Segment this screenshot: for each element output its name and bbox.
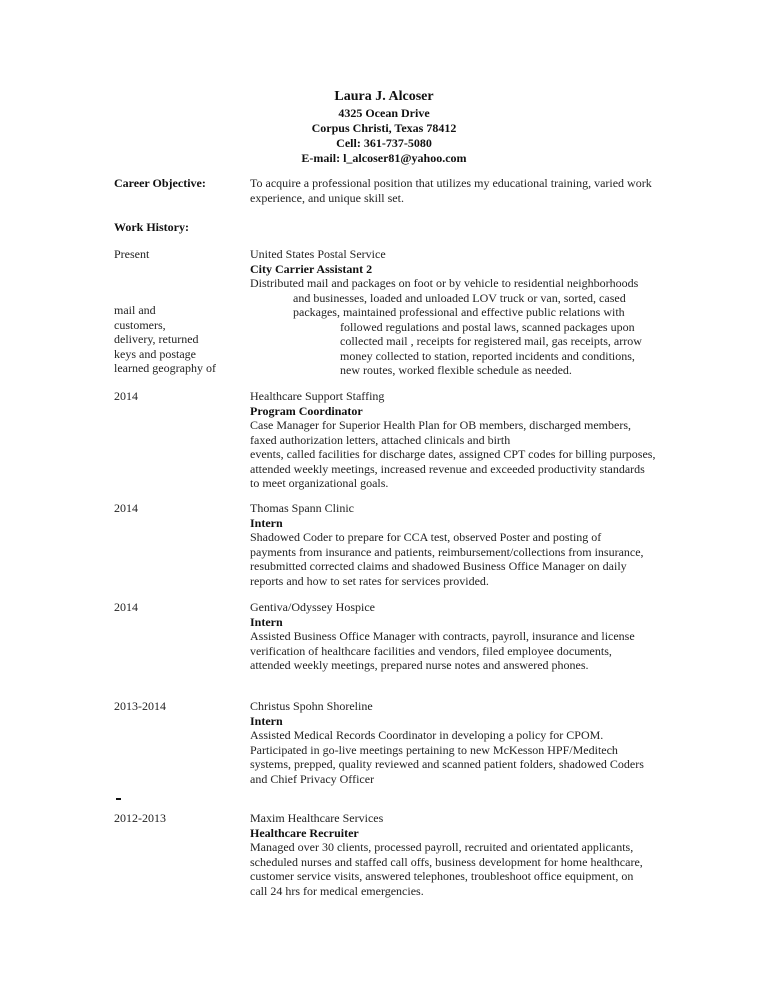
job-description-line: money collected to station, reported incidents and conditions, <box>340 348 635 363</box>
job-description-line: customer service visits, answered telephones, troubleshoot office equipment, on <box>250 869 634 883</box>
job-description-line: Managed over 30 clients, processed payroll, recruited and orientated applicants, <box>250 840 634 854</box>
job-entry <box>250 247 660 378</box>
job-description-line: to meet organizational goals. <box>250 476 389 490</box>
job-entry <box>250 600 660 673</box>
job-date: Present <box>114 247 150 261</box>
email-address: E-mail: l_alcoser81@yahoo.com <box>301 151 467 165</box>
job-description-line: packages, maintained professional and effective public relations with <box>293 305 625 319</box>
career-objective-text <box>250 176 660 205</box>
side-note: keys and postage <box>114 346 196 361</box>
employer-name: Christus Spohn Shoreline <box>250 699 373 713</box>
contact-header <box>0 88 768 166</box>
objective-line: To acquire a professional position that utilizes my educational training, varied work <box>250 176 652 190</box>
employer-name: Maxim Healthcare Services <box>250 811 384 825</box>
job-description-line: Distributed mail and packages on foot or by vehicle to residential neighborhoods <box>250 276 639 290</box>
street-address: 4325 Ocean Drive <box>338 106 430 120</box>
job-description-line: payments from insurance and patients, reimbursement/collections from insurance, <box>250 544 644 559</box>
job-description-line: new routes, worked flexible schedule as needed. <box>340 363 572 377</box>
job-date: 2014 <box>114 389 138 403</box>
job-description-line: Participated in go-live meetings pertaining to new McKesson HPF/Meditech <box>250 742 618 757</box>
job-description-line: Case Manager for Superior Health Plan for OB members, discharged members, <box>250 418 632 432</box>
job-title: Healthcare Recruiter <box>250 825 359 840</box>
employer-name: Healthcare Support Staffing <box>250 389 385 403</box>
city-state-zip: Corpus Christi, Texas 78412 <box>311 121 457 135</box>
job-title: Program Coordinator <box>250 403 363 418</box>
side-note: customers, <box>114 317 166 332</box>
career-objective-label: Career Objective: <box>114 176 206 190</box>
job-description-line: followed regulations and postal laws, scanned packages upon <box>340 319 635 334</box>
job-description-line: Assisted Business Office Manager with contracts, payroll, insurance and license <box>250 629 635 643</box>
employer-name: Thomas Spann Clinic <box>250 501 354 515</box>
job-description-line: reports and how to set rates for services provided. <box>250 573 489 588</box>
job-side-notes <box>114 303 244 376</box>
job-description-line: collected mail , receipts for registered mail, gas receipts, arrow <box>340 334 642 348</box>
job-date: 2014 <box>114 501 138 515</box>
job-description-line: verification of healthcare facilities and vendors, filed employee documents, <box>250 643 612 658</box>
job-description-line: call 24 hrs for medical emergencies. <box>250 883 424 898</box>
job-description-line: scheduled nurses and staffed call offs, business development for home healthcare, <box>250 854 643 869</box>
side-note: mail and <box>114 303 156 317</box>
stray-dash-mark <box>116 798 121 800</box>
applicant-name: Laura J. Alcoser <box>334 89 434 104</box>
side-note: delivery, returned <box>114 332 199 346</box>
employer-name: United States Postal Service <box>250 247 386 261</box>
job-entry <box>250 501 660 588</box>
job-description-line: Shadowed Coder to prepare for CCA test, observed Poster and posting of <box>250 530 602 544</box>
employer-name: Gentiva/Odyssey Hospice <box>250 600 375 614</box>
objective-line: experience, and unique skill set. <box>250 190 404 205</box>
job-date: 2014 <box>114 600 138 614</box>
job-entry <box>250 699 660 786</box>
job-title: City Carrier Assistant 2 <box>250 261 373 276</box>
job-description-line: Assisted Medical Records Coordinator in developing a policy for CPOM. <box>250 728 604 742</box>
job-description-line: faxed authorization letters, attached clinicals and birth <box>250 432 511 447</box>
job-description-line: events, called facilities for discharge dates, assigned CPT codes for billing purposes, <box>250 447 656 461</box>
job-description-line: and businesses, loaded and unloaded LOV truck or van, sorted, cased <box>293 290 626 305</box>
job-description-line: attended weekly meetings, increased revenue and exceeded productivity standards <box>250 461 645 476</box>
cell-phone: Cell: 361-737-5080 <box>336 136 432 150</box>
job-description-line: and Chief Privacy Officer <box>250 771 375 786</box>
job-title: Intern <box>250 614 283 629</box>
job-entry <box>250 811 660 898</box>
side-note: learned geography of <box>114 361 216 375</box>
job-description-line: systems, prepped, quality reviewed and scanned patient folders, shadowed Coders <box>250 757 644 771</box>
job-description-line: resubmitted corrected claims and shadowed Business Office Manager on daily <box>250 559 627 573</box>
job-description-line: attended weekly meetings, prepared nurse notes and answered phones. <box>250 658 589 672</box>
job-date: 2013-2014 <box>114 699 166 713</box>
job-entry <box>250 389 660 491</box>
job-date: 2012-2013 <box>114 811 166 825</box>
work-history-label: Work History: <box>114 220 189 234</box>
job-title: Intern <box>250 713 283 728</box>
job-title: Intern <box>250 515 283 530</box>
